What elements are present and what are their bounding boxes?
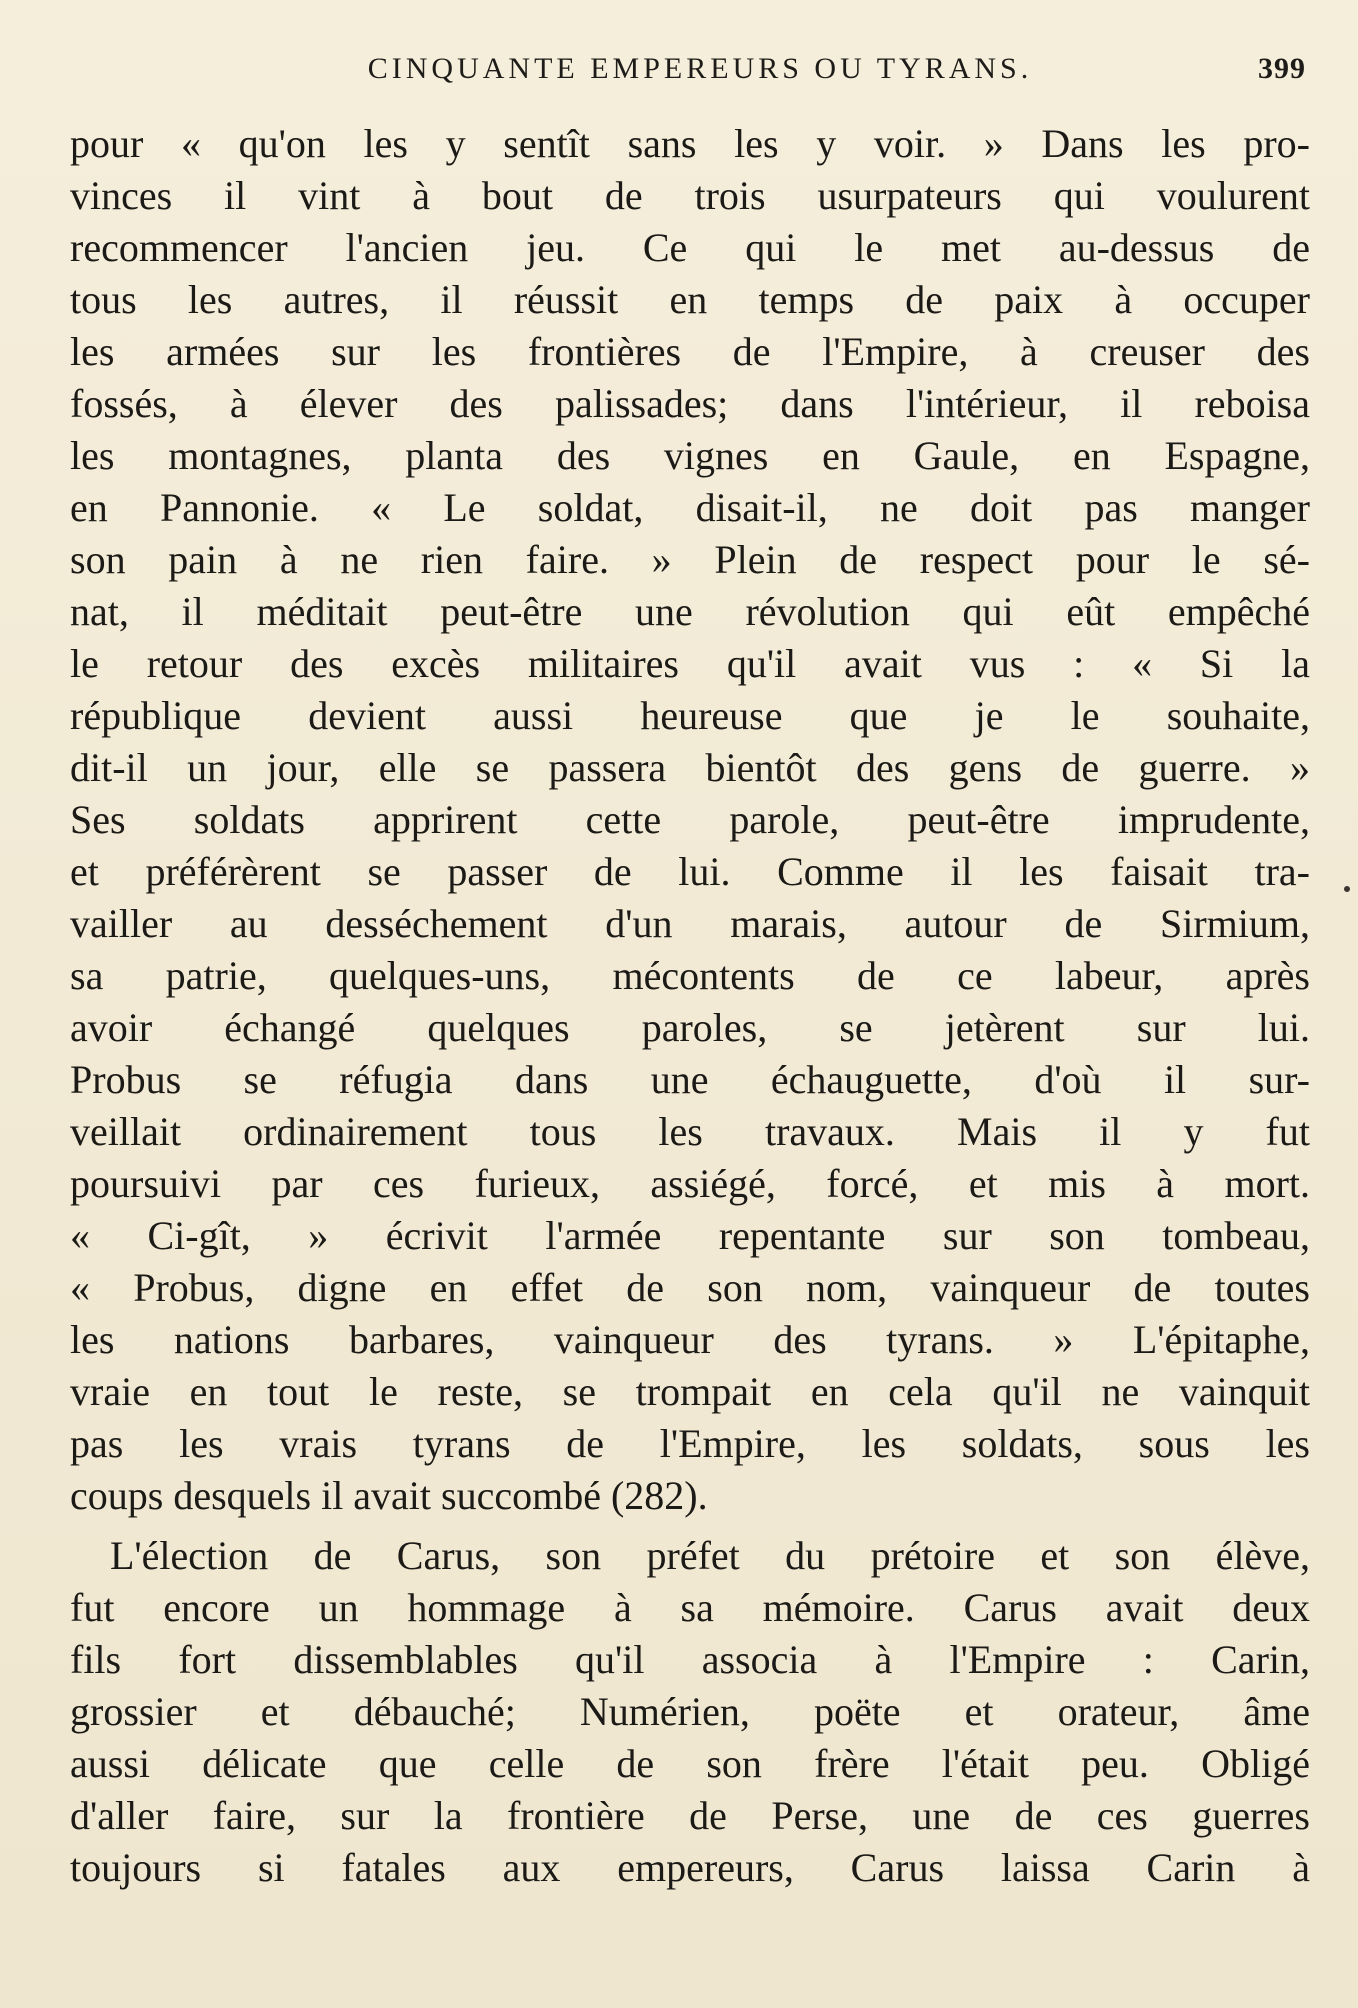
text-line: le retour des excès militaires qu'il avait vus : « Si la [70,641,1310,686]
text-line: d'aller faire, sur la frontière de Perse, une de ces guerres [70,1793,1310,1838]
text-line: fossés, à élever des palissades; dans l'intérieur, il reboisa [70,381,1310,426]
text-line: pour « qu'on les y sentît sans les y voir. » Dans les pro- [70,121,1310,166]
text-line: aussi délicate que celle de son frère l'était peu. Obligé [70,1741,1310,1786]
text-line: coups desquels il avait succombé (282). [70,1473,708,1518]
text-line: tous les autres, il réussit en temps de paix à occuper [70,277,1310,322]
text-line: recommencer l'ancien jeu. Ce qui le met au-dessus de [70,225,1310,270]
text-line: Probus se réfugia dans une échauguette, d'où il sur- [70,1057,1310,1102]
text-line: les montagnes, planta des vignes en Gaule, en Espagne, [70,433,1310,478]
text-line: « Probus, digne en effet de son nom, vainqueur de toutes [70,1265,1310,1310]
text-line: en Pannonie. « Le soldat, disait-il, ne doit pas manger [70,485,1310,530]
text-line: sa patrie, quelques-uns, mécontents de ce labeur, après [70,953,1310,998]
text-line: les nations barbares, vainqueur des tyrans. » L'épitaphe, [70,1317,1310,1362]
text-line: Ses soldats apprirent cette parole, peut-être imprudente, [70,797,1310,842]
text-line: vinces il vint à bout de trois usurpateurs qui voulurent [70,173,1310,218]
text-line: fils fort dissemblables qu'il associa à l'Empire : Carin, [70,1637,1310,1682]
text-line: poursuivi par ces furieux, assiégé, forcé, et mis à mort. [70,1161,1310,1206]
text-line: les armées sur les frontières de l'Empire, à creuser des [70,329,1310,374]
page-number: 399 [1258,52,1306,85]
text-line: son pain à ne rien faire. » Plein de respect pour le sé- [70,537,1310,582]
paragraph-2 [70,1530,1310,1894]
text-line: république devient aussi heureuse que je le souhaite, [70,693,1310,738]
text-line: pas les vrais tyrans de l'Empire, les soldats, sous les [70,1421,1310,1466]
text-line: L'élection de Carus, son préfet du prétoire et son élève, [110,1533,1310,1578]
paragraph-spacer [70,1522,1310,1530]
text-line: dit-il un jour, elle se passera bientôt des gens de guerre. » [70,745,1310,790]
text-line: « Ci-gît, » écrivit l'armée repentante sur son tombeau, [70,1213,1310,1258]
paragraph-1 [70,118,1310,1522]
text-line: grossier et débauché; Numérien, poëte et orateur, âme [70,1689,1310,1734]
text-line: fut encore un hommage à sa mémoire. Carus avait deux [70,1585,1310,1630]
ink-speck [1344,886,1350,892]
text-line: veillait ordinairement tous les travaux. Mais il y fut [70,1109,1310,1154]
text-line: et préférèrent se passer de lui. Comme il les faisait tra- [70,849,1310,894]
body-text [70,118,1310,1894]
text-line: avoir échangé quelques paroles, se jetèrent sur lui. [70,1005,1310,1050]
text-line: vailler au desséchement d'un marais, autour de Sirmium, [70,901,1310,946]
running-head: CINQUANTE EMPEREURS OU TYRANS. [367,52,1033,85]
text-line: nat, il méditait peut-être une révolution qui eût empêché [70,589,1310,634]
text-line: toujours si fatales aux empereurs, Carus laissa Carin à [70,1845,1310,1890]
text-line: vraie en tout le reste, se trompait en cela qu'il ne vainquit [70,1369,1310,1414]
